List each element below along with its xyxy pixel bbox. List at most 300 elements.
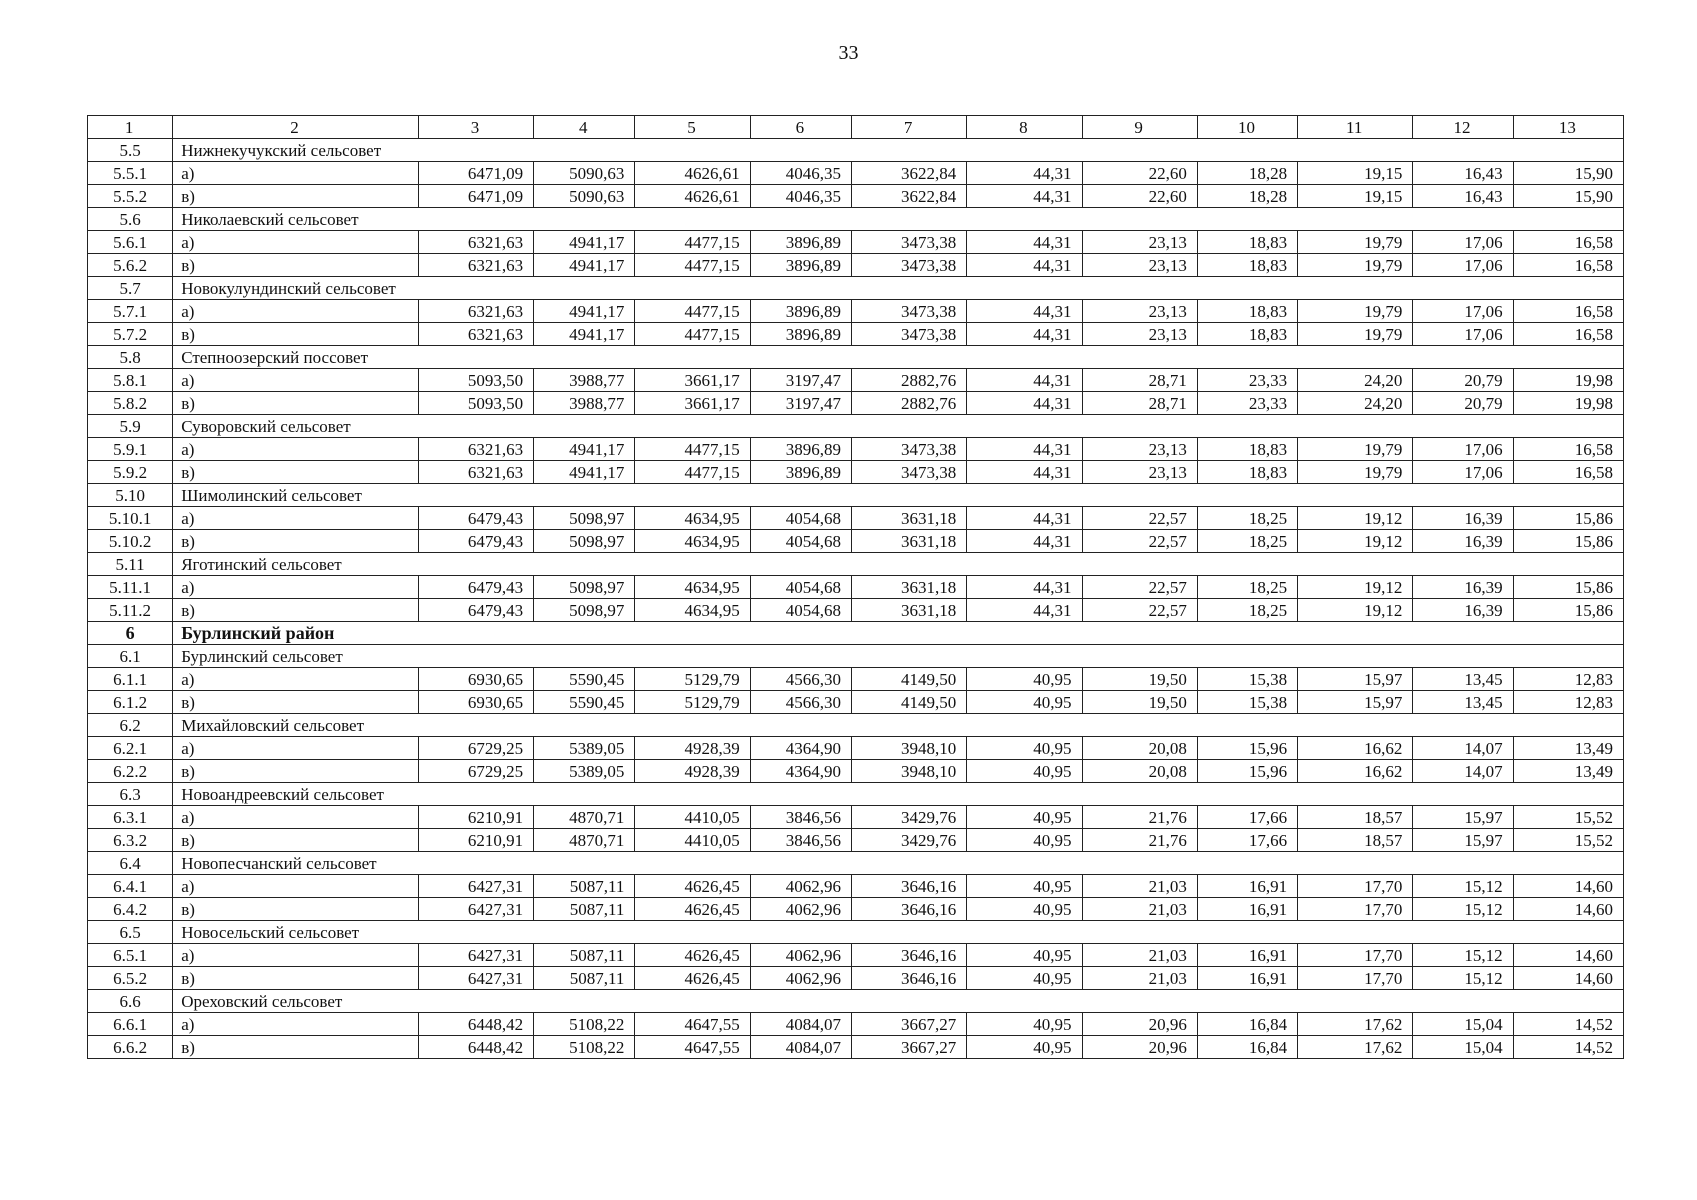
value-cell: 20,79 [1413, 369, 1513, 392]
row-code: 5.10.2 [88, 530, 173, 553]
value-cell: 20,08 [1082, 737, 1197, 760]
value-cell: 14,60 [1513, 875, 1623, 898]
value-cell: 44,31 [967, 231, 1082, 254]
value-cell: 19,79 [1298, 300, 1413, 323]
value-cell: 3948,10 [851, 737, 966, 760]
table-row [88, 1036, 1624, 1059]
value-cell: 44,31 [967, 461, 1082, 484]
value-cell: 40,95 [967, 806, 1082, 829]
settlement-name: Ореховский сельсовет [173, 990, 1624, 1013]
value-cell: 40,95 [967, 967, 1082, 990]
value-cell: 6210,91 [418, 806, 533, 829]
value-cell: 5090,63 [534, 185, 635, 208]
value-cell: 18,25 [1197, 530, 1297, 553]
value-cell: 6210,91 [418, 829, 533, 852]
value-cell: 12,83 [1513, 691, 1623, 714]
settlement-group-row [88, 990, 1624, 1013]
row-label: а) [173, 576, 419, 599]
table-row [88, 668, 1624, 691]
value-cell: 17,06 [1413, 231, 1513, 254]
value-cell: 4626,61 [635, 185, 750, 208]
row-code: 5.5.1 [88, 162, 173, 185]
row-label: а) [173, 369, 419, 392]
row-code: 6.4.2 [88, 898, 173, 921]
column-number-header: 3 [418, 116, 533, 139]
value-cell: 4634,95 [635, 599, 750, 622]
row-code: 5.11.1 [88, 576, 173, 599]
column-number-header: 1 [88, 116, 173, 139]
value-cell: 16,84 [1197, 1036, 1297, 1059]
value-cell: 3846,56 [750, 806, 851, 829]
row-label: в) [173, 691, 419, 714]
district-row [88, 622, 1624, 645]
row-label: в) [173, 323, 419, 346]
value-cell: 44,31 [967, 599, 1082, 622]
value-cell: 44,31 [967, 323, 1082, 346]
table-row [88, 829, 1624, 852]
value-cell: 17,70 [1298, 898, 1413, 921]
value-cell: 5090,63 [534, 162, 635, 185]
value-cell: 4477,15 [635, 231, 750, 254]
value-cell: 19,50 [1082, 691, 1197, 714]
value-cell: 15,86 [1513, 507, 1623, 530]
value-cell: 3646,16 [851, 875, 966, 898]
value-cell: 14,60 [1513, 967, 1623, 990]
value-cell: 4870,71 [534, 829, 635, 852]
value-cell: 44,31 [967, 438, 1082, 461]
row-code: 5.6.2 [88, 254, 173, 277]
value-cell: 13,49 [1513, 760, 1623, 783]
value-cell: 4477,15 [635, 323, 750, 346]
value-cell: 6930,65 [418, 691, 533, 714]
value-cell: 6729,25 [418, 737, 533, 760]
row-code: 5.11.2 [88, 599, 173, 622]
value-cell: 19,98 [1513, 392, 1623, 415]
row-label: в) [173, 967, 419, 990]
value-cell: 40,95 [967, 898, 1082, 921]
row-label: в) [173, 254, 419, 277]
row-code: 6.2.2 [88, 760, 173, 783]
settlement-group-row [88, 921, 1624, 944]
value-cell: 3988,77 [534, 369, 635, 392]
value-cell: 21,03 [1082, 967, 1197, 990]
value-cell: 6321,63 [418, 254, 533, 277]
row-code: 6.4 [88, 852, 173, 875]
value-cell: 44,31 [967, 576, 1082, 599]
value-cell: 15,04 [1413, 1013, 1513, 1036]
value-cell: 19,79 [1298, 254, 1413, 277]
row-code: 5.11 [88, 553, 173, 576]
value-cell: 4054,68 [750, 599, 851, 622]
settlement-name: Степноозерский поссовет [173, 346, 1624, 369]
table-row [88, 369, 1624, 392]
table-row [88, 875, 1624, 898]
district-name: Бурлинский район [173, 622, 1624, 645]
table-row [88, 438, 1624, 461]
value-cell: 19,12 [1298, 576, 1413, 599]
settlement-group-row [88, 783, 1624, 806]
value-cell: 18,83 [1197, 438, 1297, 461]
value-cell: 5129,79 [635, 668, 750, 691]
value-cell: 15,86 [1513, 576, 1623, 599]
settlement-group-row [88, 346, 1624, 369]
table-row [88, 254, 1624, 277]
value-cell: 3473,38 [851, 300, 966, 323]
value-cell: 6448,42 [418, 1036, 533, 1059]
value-cell: 4941,17 [534, 254, 635, 277]
value-cell: 12,83 [1513, 668, 1623, 691]
value-cell: 5098,97 [534, 599, 635, 622]
tariff-table [87, 115, 1624, 1059]
value-cell: 40,95 [967, 760, 1082, 783]
value-cell: 2882,76 [851, 392, 966, 415]
value-cell: 3896,89 [750, 438, 851, 461]
value-cell: 40,95 [967, 1013, 1082, 1036]
value-cell: 16,58 [1513, 438, 1623, 461]
value-cell: 19,15 [1298, 162, 1413, 185]
value-cell: 6479,43 [418, 530, 533, 553]
row-code: 5.7.1 [88, 300, 173, 323]
value-cell: 19,79 [1298, 323, 1413, 346]
value-cell: 4054,68 [750, 507, 851, 530]
value-cell: 15,86 [1513, 530, 1623, 553]
value-cell: 19,79 [1298, 231, 1413, 254]
value-cell: 16,58 [1513, 231, 1623, 254]
value-cell: 5389,05 [534, 760, 635, 783]
value-cell: 16,91 [1197, 944, 1297, 967]
value-cell: 28,71 [1082, 369, 1197, 392]
table-row [88, 530, 1624, 553]
value-cell: 3622,84 [851, 162, 966, 185]
value-cell: 44,31 [967, 300, 1082, 323]
row-label: в) [173, 898, 419, 921]
row-label: в) [173, 760, 419, 783]
row-code: 5.8 [88, 346, 173, 369]
value-cell: 40,95 [967, 668, 1082, 691]
row-code: 5.10.1 [88, 507, 173, 530]
value-cell: 4928,39 [635, 737, 750, 760]
row-label: а) [173, 944, 419, 967]
row-code: 5.7.2 [88, 323, 173, 346]
value-cell: 28,71 [1082, 392, 1197, 415]
row-code: 6.3.1 [88, 806, 173, 829]
value-cell: 18,28 [1197, 185, 1297, 208]
row-code: 5.6 [88, 208, 173, 231]
value-cell: 17,06 [1413, 461, 1513, 484]
settlement-name: Новопесчанский сельсовет [173, 852, 1624, 875]
value-cell: 3667,27 [851, 1013, 966, 1036]
value-cell: 5087,11 [534, 967, 635, 990]
value-cell: 5389,05 [534, 737, 635, 760]
value-cell: 5108,22 [534, 1036, 635, 1059]
row-label: а) [173, 438, 419, 461]
row-code: 5.8.2 [88, 392, 173, 415]
table-row [88, 185, 1624, 208]
settlement-name: Суворовский сельсовет [173, 415, 1624, 438]
value-cell: 40,95 [967, 691, 1082, 714]
value-cell: 3646,16 [851, 967, 966, 990]
value-cell: 3631,18 [851, 507, 966, 530]
table-row [88, 737, 1624, 760]
value-cell: 2882,76 [851, 369, 966, 392]
value-cell: 16,91 [1197, 898, 1297, 921]
value-cell: 15,12 [1413, 875, 1513, 898]
column-number-header: 2 [173, 116, 419, 139]
value-cell: 4477,15 [635, 300, 750, 323]
value-cell: 6427,31 [418, 875, 533, 898]
value-cell: 3197,47 [750, 369, 851, 392]
value-cell: 22,60 [1082, 185, 1197, 208]
value-cell: 6321,63 [418, 461, 533, 484]
value-cell: 15,12 [1413, 898, 1513, 921]
table-row [88, 461, 1624, 484]
table-header-row [88, 116, 1624, 139]
value-cell: 5093,50 [418, 369, 533, 392]
row-code: 5.6.1 [88, 231, 173, 254]
value-cell: 4626,45 [635, 875, 750, 898]
value-cell: 19,15 [1298, 185, 1413, 208]
column-number-header: 5 [635, 116, 750, 139]
value-cell: 16,43 [1413, 162, 1513, 185]
table-row [88, 691, 1624, 714]
table-row [88, 392, 1624, 415]
value-cell: 4364,90 [750, 760, 851, 783]
value-cell: 40,95 [967, 1036, 1082, 1059]
value-cell: 15,86 [1513, 599, 1623, 622]
value-cell: 17,66 [1197, 829, 1297, 852]
value-cell: 23,33 [1197, 369, 1297, 392]
value-cell: 4410,05 [635, 806, 750, 829]
row-code: 6.1.2 [88, 691, 173, 714]
table-row [88, 323, 1624, 346]
value-cell: 14,52 [1513, 1036, 1623, 1059]
value-cell: 3896,89 [750, 323, 851, 346]
value-cell: 6479,43 [418, 599, 533, 622]
column-number-header: 12 [1413, 116, 1513, 139]
value-cell: 3896,89 [750, 231, 851, 254]
value-cell: 15,04 [1413, 1036, 1513, 1059]
row-code: 6 [88, 622, 173, 645]
row-label: а) [173, 668, 419, 691]
value-cell: 4062,96 [750, 967, 851, 990]
value-cell: 16,58 [1513, 323, 1623, 346]
column-number-header: 7 [851, 116, 966, 139]
value-cell: 15,96 [1197, 760, 1297, 783]
value-cell: 40,95 [967, 944, 1082, 967]
row-label: а) [173, 162, 419, 185]
value-cell: 44,31 [967, 185, 1082, 208]
table-row [88, 576, 1624, 599]
row-code: 6.5 [88, 921, 173, 944]
settlement-group-row [88, 484, 1624, 507]
value-cell: 19,50 [1082, 668, 1197, 691]
value-cell: 3429,76 [851, 829, 966, 852]
value-cell: 44,31 [967, 369, 1082, 392]
value-cell: 6930,65 [418, 668, 533, 691]
value-cell: 20,96 [1082, 1036, 1197, 1059]
value-cell: 15,97 [1298, 668, 1413, 691]
row-code: 5.9.2 [88, 461, 173, 484]
value-cell: 4941,17 [534, 231, 635, 254]
value-cell: 4062,96 [750, 944, 851, 967]
value-cell: 40,95 [967, 737, 1082, 760]
value-cell: 17,62 [1298, 1036, 1413, 1059]
row-label: в) [173, 392, 419, 415]
value-cell: 3948,10 [851, 760, 966, 783]
page-number: 33 [838, 42, 859, 64]
value-cell: 13,45 [1413, 668, 1513, 691]
value-cell: 4928,39 [635, 760, 750, 783]
value-cell: 16,91 [1197, 967, 1297, 990]
value-cell: 17,62 [1298, 1013, 1413, 1036]
row-code: 5.8.1 [88, 369, 173, 392]
value-cell: 4566,30 [750, 691, 851, 714]
value-cell: 5098,97 [534, 530, 635, 553]
value-cell: 4634,95 [635, 507, 750, 530]
value-cell: 22,57 [1082, 599, 1197, 622]
row-label: в) [173, 829, 419, 852]
value-cell: 20,96 [1082, 1013, 1197, 1036]
value-cell: 5087,11 [534, 875, 635, 898]
value-cell: 18,25 [1197, 507, 1297, 530]
value-cell: 16,62 [1298, 760, 1413, 783]
value-cell: 15,96 [1197, 737, 1297, 760]
value-cell: 18,57 [1298, 829, 1413, 852]
row-code: 5.5.2 [88, 185, 173, 208]
table-row [88, 806, 1624, 829]
column-number-header: 10 [1197, 116, 1297, 139]
value-cell: 15,52 [1513, 829, 1623, 852]
value-cell: 19,79 [1298, 438, 1413, 461]
row-code: 6.1.1 [88, 668, 173, 691]
settlement-group-row [88, 553, 1624, 576]
row-label: в) [173, 185, 419, 208]
value-cell: 3473,38 [851, 254, 966, 277]
value-cell: 24,20 [1298, 369, 1413, 392]
value-cell: 14,07 [1413, 760, 1513, 783]
value-cell: 4941,17 [534, 300, 635, 323]
settlement-name: Новокулундинский сельсовет [173, 277, 1624, 300]
value-cell: 13,45 [1413, 691, 1513, 714]
column-number-header: 8 [967, 116, 1082, 139]
value-cell: 17,70 [1298, 967, 1413, 990]
settlement-group-row [88, 852, 1624, 875]
value-cell: 15,12 [1413, 944, 1513, 967]
table-row [88, 898, 1624, 921]
value-cell: 3631,18 [851, 599, 966, 622]
value-cell: 20,79 [1413, 392, 1513, 415]
row-code: 6.4.1 [88, 875, 173, 898]
row-code: 6.5.1 [88, 944, 173, 967]
value-cell: 4941,17 [534, 461, 635, 484]
value-cell: 4062,96 [750, 875, 851, 898]
value-cell: 18,57 [1298, 806, 1413, 829]
value-cell: 4084,07 [750, 1013, 851, 1036]
value-cell: 15,52 [1513, 806, 1623, 829]
value-cell: 4477,15 [635, 254, 750, 277]
value-cell: 5098,97 [534, 576, 635, 599]
value-cell: 19,79 [1298, 461, 1413, 484]
value-cell: 16,84 [1197, 1013, 1297, 1036]
value-cell: 4046,35 [750, 162, 851, 185]
value-cell: 5129,79 [635, 691, 750, 714]
column-number-header: 9 [1082, 116, 1197, 139]
value-cell: 3473,38 [851, 438, 966, 461]
value-cell: 4054,68 [750, 530, 851, 553]
value-cell: 3473,38 [851, 323, 966, 346]
row-label: а) [173, 806, 419, 829]
value-cell: 6479,43 [418, 576, 533, 599]
column-number-header: 13 [1513, 116, 1623, 139]
value-cell: 18,83 [1197, 300, 1297, 323]
value-cell: 44,31 [967, 392, 1082, 415]
value-cell: 4084,07 [750, 1036, 851, 1059]
value-cell: 4626,61 [635, 162, 750, 185]
value-cell: 6321,63 [418, 323, 533, 346]
settlement-group-row [88, 415, 1624, 438]
settlement-group-row [88, 139, 1624, 162]
value-cell: 16,43 [1413, 185, 1513, 208]
settlement-group-row [88, 208, 1624, 231]
row-label: в) [173, 530, 419, 553]
value-cell: 6321,63 [418, 300, 533, 323]
row-code: 6.3.2 [88, 829, 173, 852]
value-cell: 17,06 [1413, 438, 1513, 461]
row-code: 6.5.2 [88, 967, 173, 990]
value-cell: 3661,17 [635, 369, 750, 392]
settlement-name: Новоандреевский сельсовет [173, 783, 1624, 806]
value-cell: 23,13 [1082, 254, 1197, 277]
settlement-name: Михайловский сельсовет [173, 714, 1624, 737]
value-cell: 3473,38 [851, 461, 966, 484]
value-cell: 13,49 [1513, 737, 1623, 760]
value-cell: 18,83 [1197, 254, 1297, 277]
value-cell: 21,03 [1082, 898, 1197, 921]
value-cell: 4566,30 [750, 668, 851, 691]
value-cell: 18,25 [1197, 576, 1297, 599]
table-row [88, 507, 1624, 530]
value-cell: 3846,56 [750, 829, 851, 852]
row-code: 5.5 [88, 139, 173, 162]
value-cell: 14,60 [1513, 944, 1623, 967]
value-cell: 17,06 [1413, 254, 1513, 277]
value-cell: 5093,50 [418, 392, 533, 415]
settlement-name: Бурлинский сельсовет [173, 645, 1624, 668]
value-cell: 4634,95 [635, 530, 750, 553]
value-cell: 23,13 [1082, 323, 1197, 346]
value-cell: 23,13 [1082, 231, 1197, 254]
value-cell: 15,38 [1197, 691, 1297, 714]
value-cell: 3896,89 [750, 300, 851, 323]
row-label: а) [173, 1013, 419, 1036]
value-cell: 5590,45 [534, 668, 635, 691]
value-cell: 18,83 [1197, 461, 1297, 484]
value-cell: 23,33 [1197, 392, 1297, 415]
value-cell: 21,76 [1082, 806, 1197, 829]
value-cell: 6321,63 [418, 231, 533, 254]
settlement-group-row [88, 645, 1624, 668]
value-cell: 19,12 [1298, 507, 1413, 530]
value-cell: 18,83 [1197, 231, 1297, 254]
table-row [88, 944, 1624, 967]
table-row [88, 1013, 1624, 1036]
value-cell: 21,03 [1082, 875, 1197, 898]
value-cell: 5108,22 [534, 1013, 635, 1036]
value-cell: 4477,15 [635, 438, 750, 461]
value-cell: 22,57 [1082, 507, 1197, 530]
value-cell: 6479,43 [418, 507, 533, 530]
value-cell: 44,31 [967, 530, 1082, 553]
